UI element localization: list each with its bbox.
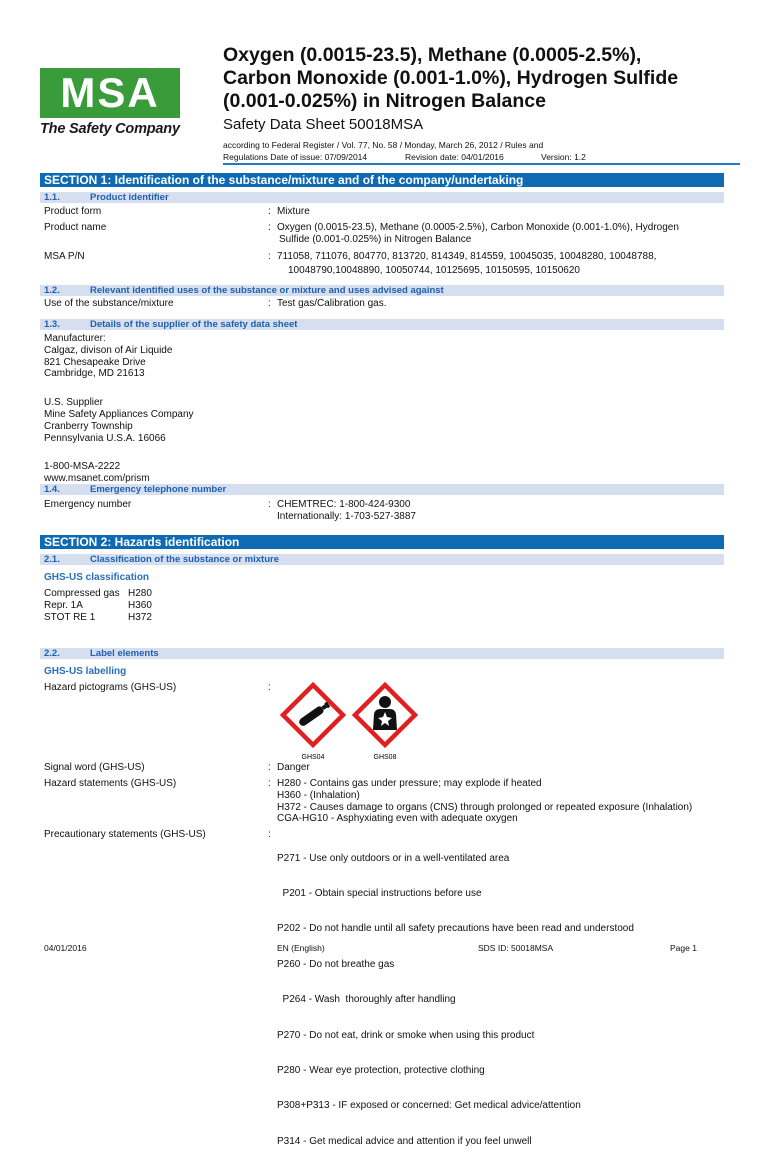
document-subtitle: Safety Data Sheet 50018MSA xyxy=(223,116,424,133)
subsection-title: Product identifier xyxy=(90,192,169,203)
product-form-label: Product form xyxy=(44,206,102,217)
footer-language: EN (English) xyxy=(277,943,325,953)
pictogram-code: GHS04 xyxy=(301,754,325,761)
subsection-number: 2.1. xyxy=(44,554,60,565)
issue-date: Regulations Date of issue: 07/09/2014 xyxy=(223,152,368,162)
pictogram-ghs04 xyxy=(280,682,350,762)
subsection-1-3-header xyxy=(40,319,724,330)
precautionary-statement: P271 - Use only outdoors or in a well-ventilated area xyxy=(277,852,510,864)
classification-code: H360 xyxy=(128,599,152,611)
product-form-value: Mixture xyxy=(277,206,310,217)
logo-box xyxy=(40,68,180,118)
colon: : xyxy=(268,206,271,217)
precautionary-statement: P202 - Do not handle until all safety precautions have been read and understood xyxy=(277,923,634,935)
gas-cylinder-icon xyxy=(280,682,346,748)
classification-code: H372 xyxy=(128,611,152,623)
hazard-statement: H372 - Causes damage to organs (CNS) through prolonged or repeated exposure (Inhalation) xyxy=(277,801,693,813)
supplier-phone: 1-800-MSA-2222 xyxy=(44,461,121,473)
product-name-line-2: Sulfide (0.001-0.025%) in Nitrogen Balance xyxy=(279,234,472,245)
msa-logo xyxy=(40,68,182,140)
supplier-line: Mine Safety Appliances Company xyxy=(44,408,194,420)
subsection-number: 1.1. xyxy=(44,192,60,203)
version: Version: 1.2 xyxy=(541,152,586,162)
product-name-label: Product name xyxy=(44,222,107,233)
pictograms-label: Hazard pictograms (GHS-US) xyxy=(44,682,177,693)
classification-name: Repr. 1A xyxy=(44,599,83,611)
subsection-2-2-header xyxy=(40,648,724,659)
section-2-header: SECTION 2: Hazards identification xyxy=(40,535,724,549)
ghs-labelling-heading: GHS-US labelling xyxy=(44,666,127,677)
precautionary-statement: P270 - Do not eat, drink or smoke when using this product xyxy=(277,1029,535,1041)
colon: : xyxy=(268,222,271,233)
subsection-number: 1.2. xyxy=(44,285,60,296)
hazard-statements xyxy=(277,778,692,825)
part-number-label: MSA P/N xyxy=(44,251,85,262)
ghs-classification-heading: GHS-US classification xyxy=(44,572,150,583)
classification-name: Compressed gas xyxy=(44,588,120,599)
subsection-title: Emergency telephone number xyxy=(90,484,227,495)
supplier-line: Cambridge, MD 21613 xyxy=(44,368,145,380)
supplier-website-link[interactable]: www.msanet.com/prism xyxy=(44,473,150,485)
footer-date: 04/01/2016 xyxy=(44,943,87,953)
precautionary-statement: P201 - Obtain special instructions before use xyxy=(277,887,482,899)
hazard-statement: H280 - Contains gas under pressure; may explode if heated xyxy=(277,778,542,789)
precautionary-statement: P264 - Wash thoroughly after handling xyxy=(277,994,456,1006)
subsection-title: Label elements xyxy=(90,648,159,659)
supplier-line: Calgaz, divison of Air Liquide xyxy=(44,344,173,356)
colon: : xyxy=(268,499,271,510)
classification-row xyxy=(44,612,244,624)
subsection-number: 1.3. xyxy=(44,319,60,330)
emergency-line-2: Internationally: 1-703-527-3887 xyxy=(277,511,416,522)
title-line-2: Carbon Monoxide (0.001-1.0%), Hydrogen Sulfide xyxy=(223,67,679,89)
section-1-header: SECTION 1: Identification of the substance/mixture and of the company/undertaking xyxy=(40,173,724,187)
classification-list xyxy=(44,588,244,623)
subsection-number: 1.4. xyxy=(44,484,60,495)
regulation-line-2 xyxy=(223,151,586,163)
supplier-line: U.S. Supplier xyxy=(44,397,103,409)
precautionary-statements xyxy=(277,829,634,1159)
header-divider xyxy=(223,163,740,165)
subsection-1-1-header xyxy=(40,192,724,203)
use-label: Use of the substance/mixture xyxy=(44,298,174,309)
document-title xyxy=(223,44,743,113)
precautionary-statement: P308+P313 - IF exposed or concerned: Get medical advice/attention xyxy=(277,1100,581,1112)
precautionary-statement: P280 - Wear eye protection, protective clothing xyxy=(277,1064,485,1076)
hazard-statements-label: Hazard statements (GHS-US) xyxy=(44,778,177,789)
hazard-statement: H360 - (Inhalation) xyxy=(277,789,360,801)
pictogram-code: GHS08 xyxy=(373,754,397,761)
regulation-info xyxy=(223,139,586,163)
use-value: Test gas/Calibration gas. xyxy=(277,298,387,309)
logo-tagline: The Safety Company xyxy=(40,121,180,137)
emergency-line-1: CHEMTREC: 1-800-424-9300 xyxy=(277,499,411,510)
classification-code: H280 xyxy=(128,588,152,599)
signal-word-label: Signal word (GHS-US) xyxy=(44,762,145,773)
supplier-line: 821 Chesapeake Drive xyxy=(44,356,146,368)
footer-sds-id: SDS ID: 50018MSA xyxy=(478,943,554,953)
classification-row xyxy=(44,600,244,612)
part-number-line-2: 10048790,10048890, 10050744, 10125695, 10150595, 10150620 xyxy=(288,265,580,276)
emergency-label: Emergency number xyxy=(44,499,132,510)
footer-page-number: Page 1 xyxy=(670,943,697,953)
hazard-statement: CGA-HG10 - Asphyxiating even with adequate oxygen xyxy=(277,813,518,825)
pictogram-ghs08 xyxy=(352,682,422,762)
subsection-title: Relevant identified uses of the substance or mixture and uses advised against xyxy=(90,285,444,296)
subsection-title: Classification of the substance or mixture xyxy=(90,554,279,565)
revision-date: Revision date: 04/01/2016 xyxy=(405,152,504,162)
subsection-number: 2.2. xyxy=(44,648,60,659)
supplier-spacer xyxy=(44,380,194,397)
supplier-spacer xyxy=(44,444,194,461)
regulation-line-1: according to Federal Register / Vol. 77, No. 58 / Monday, March 26, 2012 / Rules and xyxy=(223,140,544,150)
signal-word-value: Danger xyxy=(277,762,310,773)
product-name-line-1: Oxygen (0.0015-23.5), Methane (0.0005-2.5%), Carbon Monoxide (0.001-1.0%), Hydrogen xyxy=(277,222,679,233)
colon: : xyxy=(268,762,271,773)
classification-name: STOT RE 1 xyxy=(44,611,96,623)
colon: : xyxy=(268,682,271,693)
colon: : xyxy=(268,829,271,840)
subsection-title: Details of the supplier of the safety data sheet xyxy=(90,319,298,330)
logo-text: MSA xyxy=(60,69,160,116)
colon: : xyxy=(268,778,271,789)
subsection-2-1-header xyxy=(40,554,724,565)
supplier-block xyxy=(44,333,194,485)
classification-row xyxy=(44,588,244,600)
supplier-line: Pennsylvania U.S.A. 16066 xyxy=(44,432,166,444)
colon: : xyxy=(268,298,271,309)
supplier-line: Manufacturer: xyxy=(44,333,106,344)
title-line-1: Oxygen (0.0015-23.5), Methane (0.0005-2.5%), xyxy=(223,44,642,66)
precautionary-statement: P260 - Do not breathe gas xyxy=(277,958,395,970)
colon: : xyxy=(268,251,271,262)
subsection-1-4-header xyxy=(40,484,724,495)
subsection-1-2-header xyxy=(40,285,724,296)
title-line-3: (0.001-0.025%) in Nitrogen Balance xyxy=(223,90,546,112)
part-number-line-1: 711058, 711076, 804770, 813720, 814349, 814559, 10045035, 10048280, 10048788, xyxy=(277,251,657,262)
health-hazard-icon xyxy=(352,682,418,748)
supplier-line: Cranberry Township xyxy=(44,420,133,432)
precautionary-statement: P314 - Get medical advice and attention if you feel unwell xyxy=(277,1135,532,1147)
precautionary-statements-label: Precautionary statements (GHS-US) xyxy=(44,829,206,840)
